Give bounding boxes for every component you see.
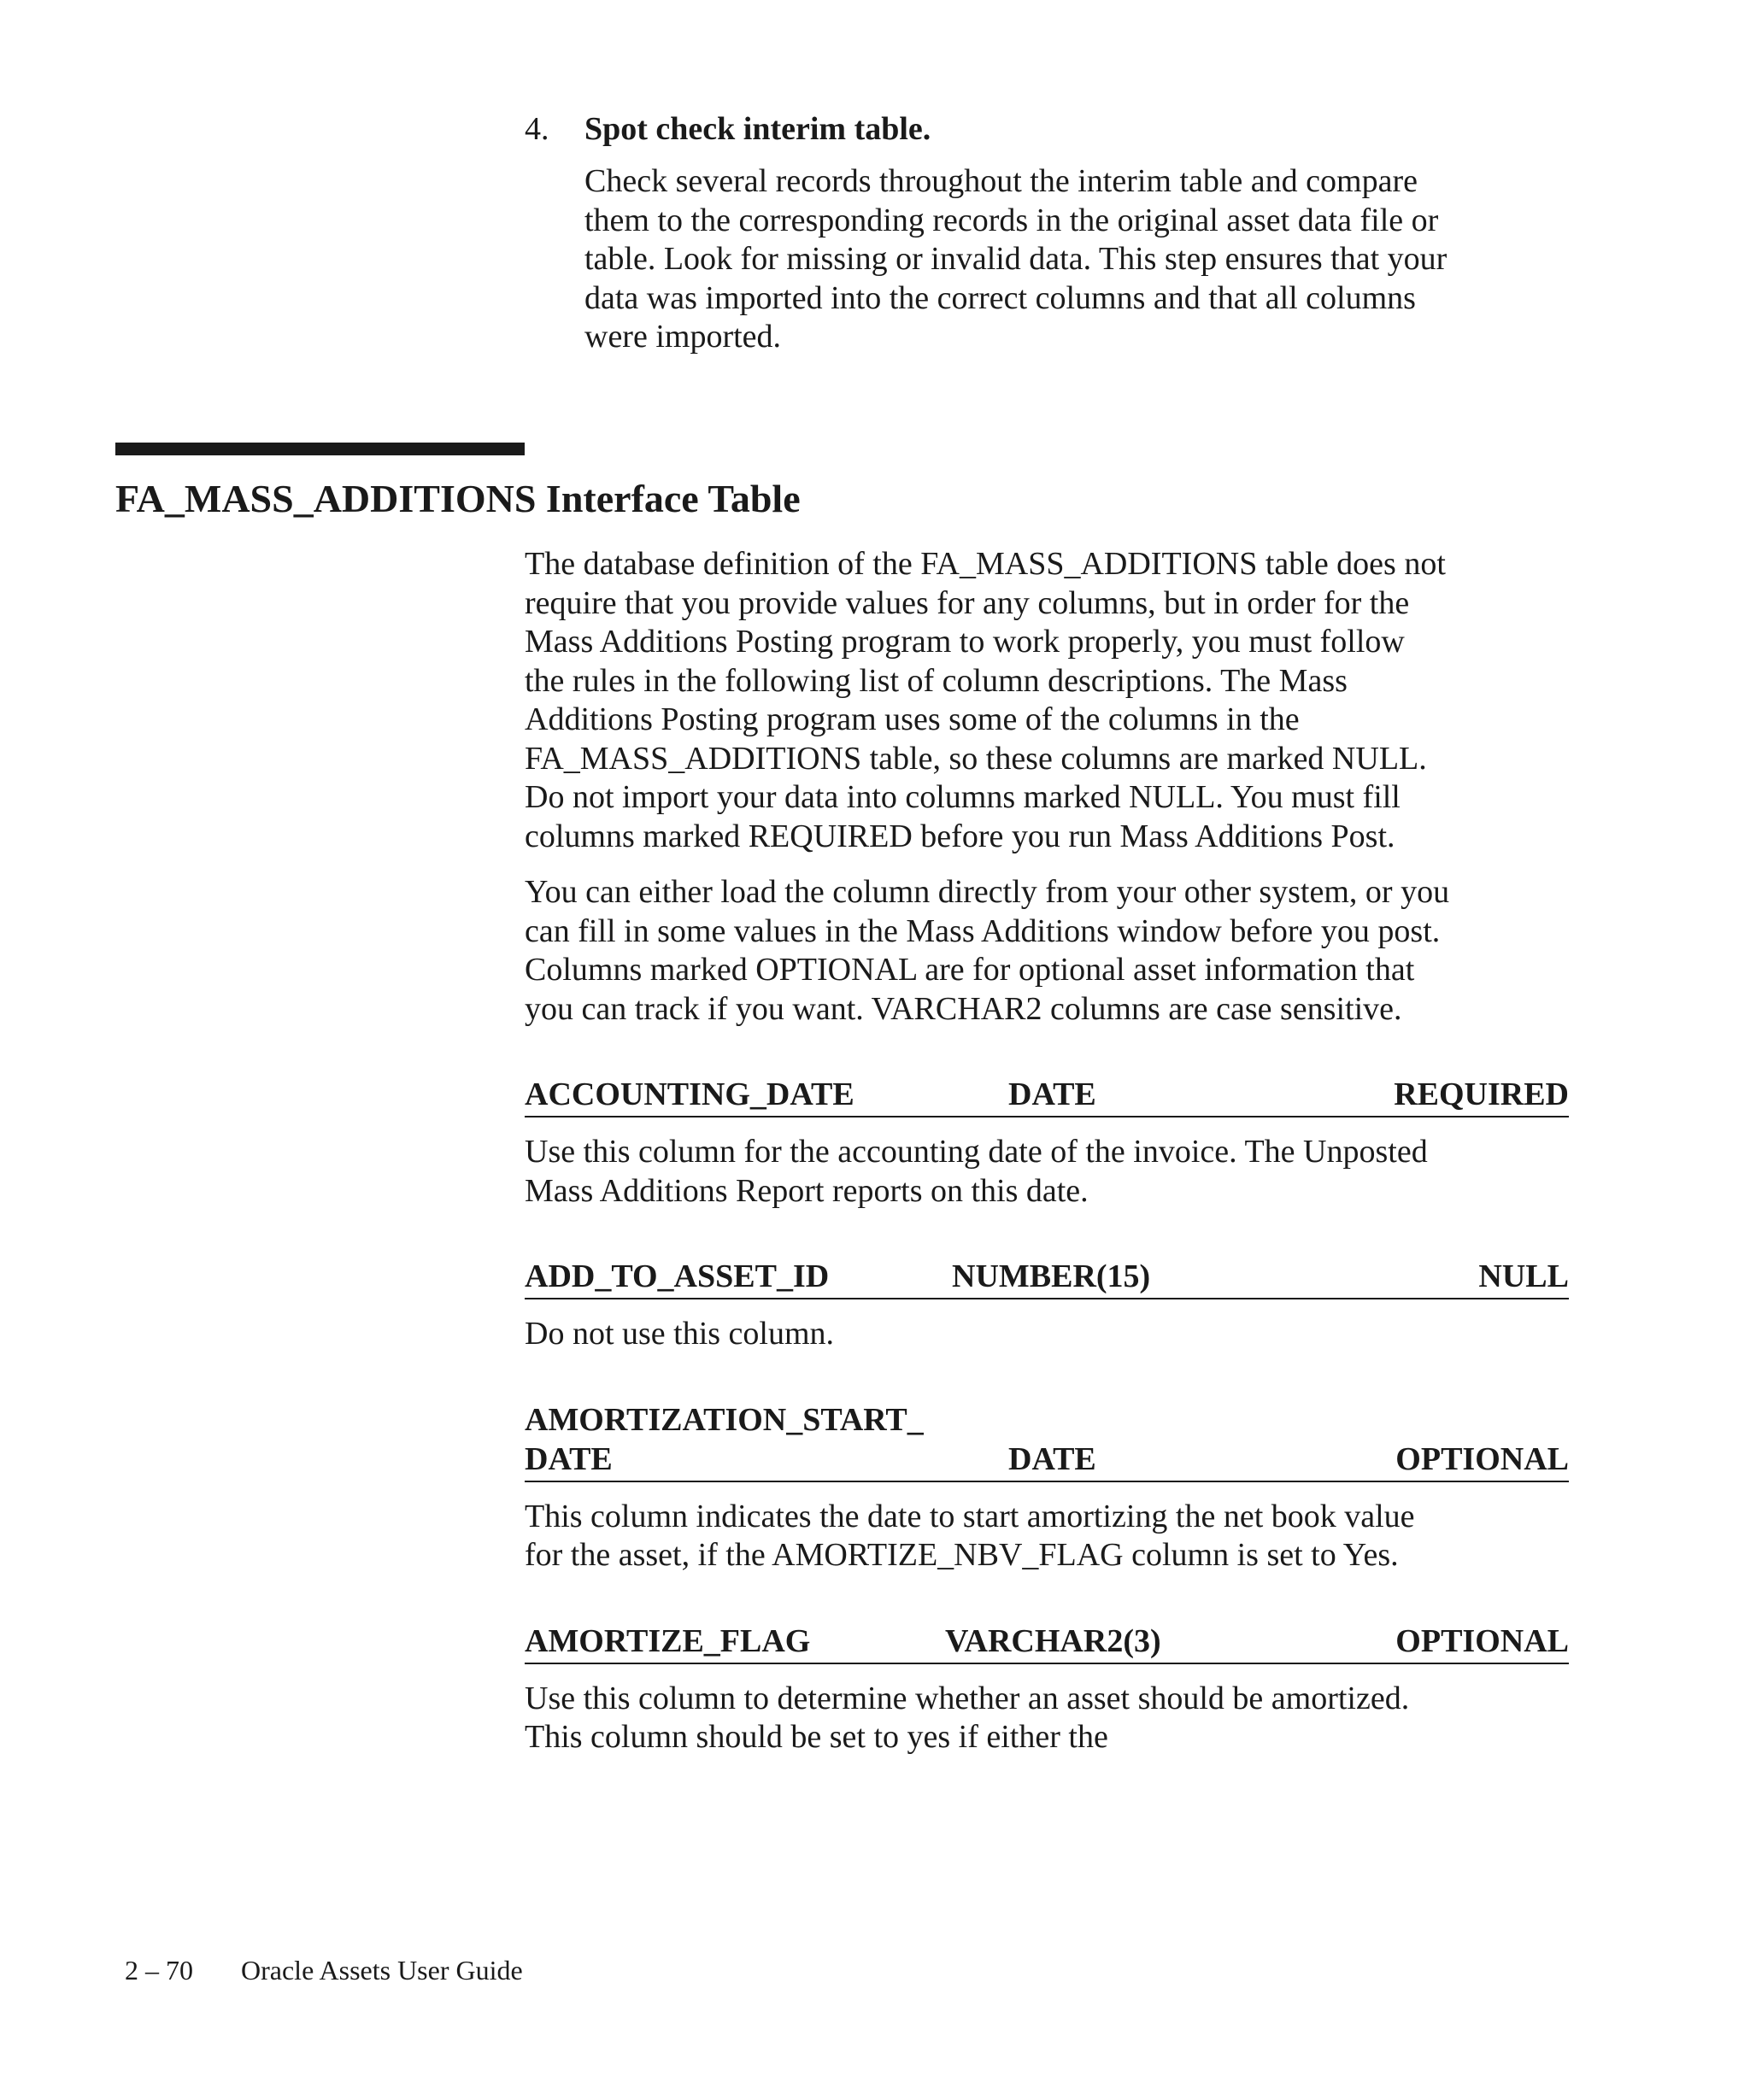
step-line: table. Look for missing or invalid data. This step ensures that your bbox=[584, 241, 1448, 277]
column-name: ADD_TO_ASSET_ID bbox=[525, 1258, 830, 1294]
section-rule bbox=[115, 443, 525, 455]
text-line: Use this column for the accounting date of the invoice. The Unposted bbox=[525, 1134, 1428, 1170]
column-description bbox=[525, 1315, 1569, 1354]
text-line: Mass Additions Posting program to work properly, you must follow bbox=[525, 624, 1405, 660]
book-title: Oracle Assets User Guide bbox=[241, 1955, 523, 1986]
text-line: Do not use this column. bbox=[525, 1316, 835, 1352]
step-heading bbox=[525, 109, 1576, 149]
column-name: AMORTIZATION_START_ bbox=[525, 1401, 924, 1438]
step-4 bbox=[525, 109, 1576, 357]
section-body bbox=[525, 545, 1569, 1757]
text-line: This column should be set to yes if either the bbox=[525, 1719, 1108, 1755]
text-line: can fill in some values in the Mass Additions window before you post. bbox=[525, 912, 1441, 949]
column-name: AMORTIZE_FLAG bbox=[525, 1622, 811, 1659]
step-line: were imported. bbox=[584, 319, 782, 355]
column-status: NULL bbox=[1478, 1258, 1569, 1294]
column-entry-add-to-asset-id bbox=[525, 1257, 1569, 1354]
column-status: OPTIONAL bbox=[1395, 1622, 1569, 1659]
text-line: require that you provide values for any columns, but in order for the bbox=[525, 584, 1410, 621]
column-description bbox=[525, 1680, 1569, 1757]
step-line: Check several records throughout the interim table and compare bbox=[584, 163, 1418, 199]
section-title: FA_MASS_ADDITIONS Interface Table bbox=[115, 477, 801, 520]
column-heading bbox=[525, 1257, 1569, 1299]
column-status: OPTIONAL bbox=[1395, 1440, 1569, 1477]
column-entry-accounting-date bbox=[525, 1075, 1569, 1211]
step-body bbox=[584, 162, 1576, 357]
text-line: you can track if you want. VARCHAR2 columns are case sensitive. bbox=[525, 990, 1402, 1027]
step-title: Spot check interim table. bbox=[584, 111, 931, 147]
column-type: DATE bbox=[1008, 1440, 1096, 1477]
column-type: VARCHAR2(3) bbox=[945, 1622, 1161, 1659]
column-name-continued: DATE bbox=[525, 1440, 613, 1477]
text-line: Use this column to determine whether an asset should be amortized. bbox=[525, 1680, 1410, 1716]
text-line: The database definition of the FA_MASS_ADDITIONS table does not bbox=[525, 546, 1446, 582]
text-line: the rules in the following list of column descriptions. The Mass bbox=[525, 662, 1348, 699]
text-line: You can either load the column directly from your other system, or you bbox=[525, 874, 1450, 910]
column-description bbox=[525, 1133, 1569, 1211]
column-heading bbox=[525, 1075, 1569, 1117]
text-line: Columns marked OPTIONAL are for optional asset information that bbox=[525, 952, 1415, 988]
text-line: FA_MASS_ADDITIONS table, so these columns are marked NULL. bbox=[525, 740, 1427, 777]
step-line: them to the corresponding records in the original asset data file or bbox=[584, 202, 1439, 238]
intro-paragraph-1 bbox=[525, 545, 1569, 856]
text-line: Do not import your data into columns marked NULL. You must fill bbox=[525, 779, 1401, 815]
text-line: This column indicates the date to start amortizing the net book value bbox=[525, 1498, 1415, 1534]
column-status: REQUIRED bbox=[1394, 1076, 1569, 1112]
column-type: NUMBER(15) bbox=[952, 1258, 1151, 1294]
column-type: DATE bbox=[1008, 1076, 1096, 1112]
column-name: ACCOUNTING_DATE bbox=[525, 1076, 854, 1112]
column-entry-amortize-flag bbox=[525, 1622, 1569, 1757]
text-line: columns marked REQUIRED before you run Mass Additions Post. bbox=[525, 818, 1395, 854]
column-description bbox=[525, 1498, 1569, 1575]
intro-paragraph-2 bbox=[525, 873, 1569, 1029]
page-footer bbox=[125, 1953, 523, 1987]
column-entry-amortization-start-date bbox=[525, 1400, 1569, 1575]
text-line: Mass Additions Report reports on this date. bbox=[525, 1172, 1089, 1209]
text-line: for the asset, if the AMORTIZE_NBV_FLAG column is set to Yes. bbox=[525, 1537, 1399, 1573]
page-number: 2 – 70 bbox=[125, 1955, 193, 1986]
step-line: data was imported into the correct columns and that all columns bbox=[584, 279, 1416, 316]
step-number: 4. bbox=[525, 111, 549, 147]
text-line: Additions Posting program uses some of the columns in the bbox=[525, 701, 1300, 737]
column-heading bbox=[525, 1622, 1569, 1664]
column-heading bbox=[525, 1400, 1569, 1482]
